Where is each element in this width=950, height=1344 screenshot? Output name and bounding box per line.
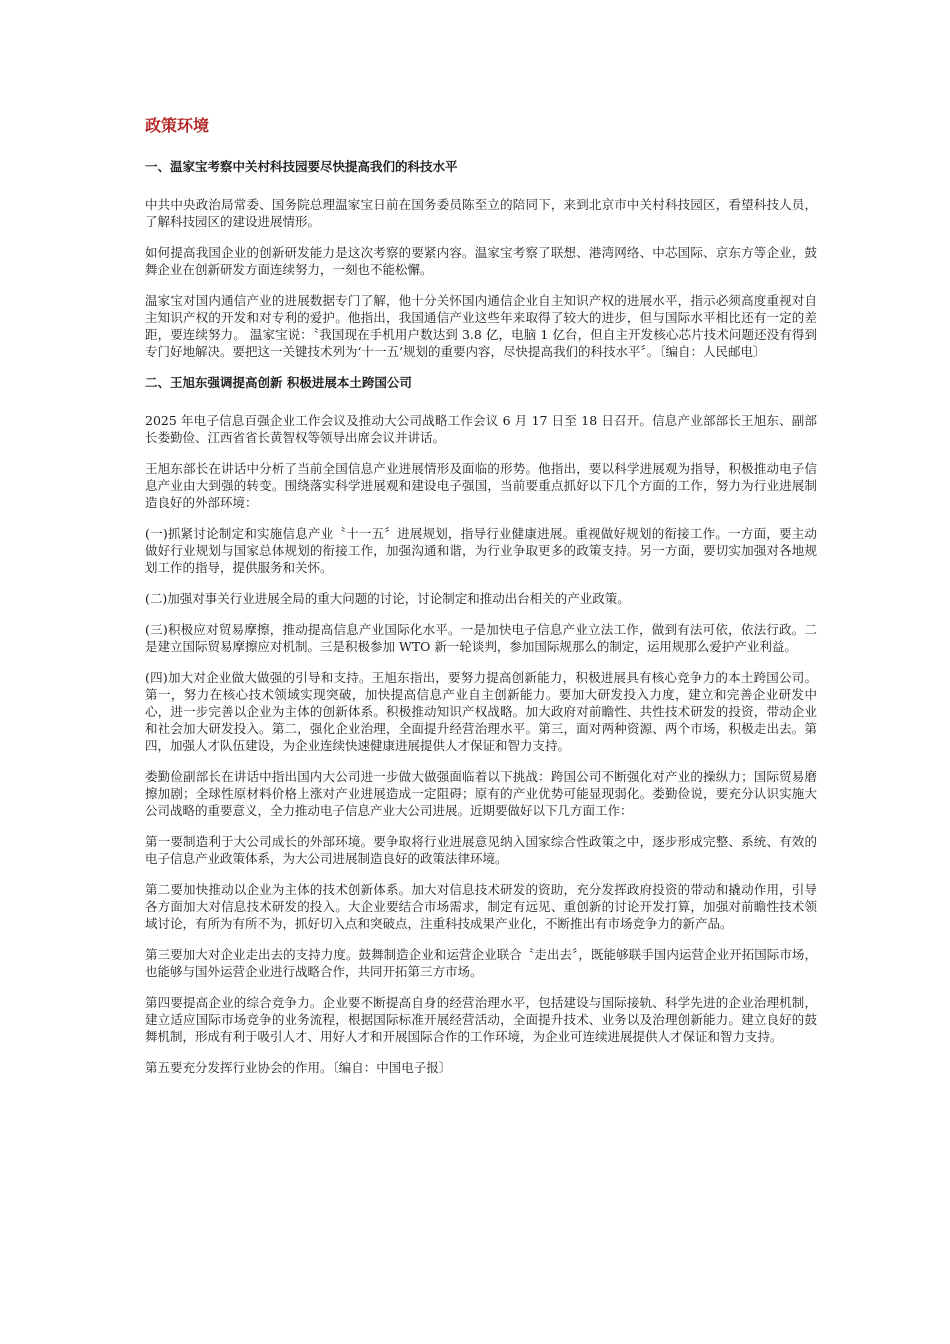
paragraph: 第四要提高企业的综合竞争力。企业要不断提高自身的经营治理水平，包括建设与国际接轨、科学先进的企业治理机制，建立适应国际市场竞争的业务流程，根据国际标准开展经营活动，全面提升技术、业务以及治理创新能力。建立良好的鼓舞机制，形成有利于吸引人才、用好人才和开展国际合作的工作环境，为企业可连续进展提供人才保证和智力支持。 (145, 995, 817, 1044)
section-heading: 二、王旭东强调提高创新 积极进展本土跨国公司 (145, 375, 412, 390)
section-2 (145, 374, 817, 1076)
section-heading: 一、温家宝考察中关村科技园要尽快提高我们的科技水平 (145, 159, 458, 174)
document-title: 政策环境 (145, 116, 210, 135)
paragraph: 2025 年电子信息百强企业工作会议及推动大公司战略工作会议 6 月 17 日至 18 日召开。信息产业部部长王旭东、副部长娄勤俭、江西省省长黄智权等领导出席会议并讲话。 (145, 413, 817, 445)
paragraph: 第一要制造利于大公司成长的外部环境。要争取将行业进展意见纳入国家综合性政策之中，逐步形成完整、系统、有效的电子信息产业政策体系，为大公司进展制造良好的政策法律环境。 (145, 834, 817, 866)
paragraph: 如何提高我国企业的创新研发能力是这次考察的要紧内容。温家宝考察了联想、港湾网络、中芯国际、京东方等企业，鼓舞企业在创新研发方面连续努力，一刻也不能松懈。 (145, 245, 817, 277)
paragraph: 中共中央政治局常委、国务院总理温家宝日前在国务委员陈至立的陪同下，来到北京市中关村科技园区，看望科技人员，了解科技园区的建设进展情形。 (145, 197, 817, 229)
paragraph: 第二要加快推动以企业为主体的技术创新体系。加大对信息技术研发的资助，充分发挥政府投资的带动和撬动作用，引导各方面加大对信息技术研发的投入。大企业要结合市场需求，制定有远见、重创新的讨论开发打算，加强对前瞻性技术领域讨论，有所为有所不为，抓好切入点和突破点，注重科技成果产业化，不断推出有市场竞争力的新产品。 (145, 882, 817, 931)
paragraph: 第五要充分发挥行业协会的作用。〔编自：中国电子报〕 (145, 1060, 452, 1075)
paragraph: (二)加强对事关行业进展全局的重大问题的讨论，讨论制定和推动出台相关的产业政策。 (145, 591, 630, 606)
document-page (145, 116, 817, 1090)
paragraph: 温家宝对国内通信产业的进展数据专门了解，他十分关怀国内通信企业自主知识产权的进展水平，指示必须高度重视对自主知识产权的开发和对专利的爱护。他指出，我国通信产业这些年来取得了较大的进步，但与国际水平相比还有一定的差距，要连续努力。 温家宝说：〝我国现在手机用户数达到 3.8 亿，电脑 1 亿台，但自主开发核心芯片技术问题还没有得到专门好地解决。要把这一关键技术列为‘十一五’规划的重要内容，尽快提高我们的科技水平〞。〔编自：人民邮电〕 (145, 293, 817, 359)
paragraph: 娄勤俭副部长在讲话中指出国内大公司进一步做大做强面临着以下挑战：跨国公司不断强化对产业的操纵力；国际贸易磨擦加剧；全球性原材料价格上涨对产业进展造成一定阻碍；原有的产业优势可能显现弱化。娄勤俭说，要充分认识实施大公司战略的重要意义，全力推动电子信息产业大公司进展。近期要做好以下几方面工作： (145, 769, 817, 818)
paragraph: 第三要加大对企业走出去的支持力度。鼓舞制造企业和运营企业联合〝走出去〞，既能够联手国内运营企业开拓国际市场，也能够与国外运营企业进行战略合作，共同开拓第三方市场。 (145, 947, 817, 979)
paragraph: (四)加大对企业做大做强的引导和支持。王旭东指出，要努力提高创新能力，积极进展具有核心竞争力的本土跨国公司。第一，努力在核心技术领域实现突破，加快提高信息产业自主创新能力。要加大研发投入力度，建立和完善企业研发中心，进一步完善以企业为主体的创新体系。积极推动知识产权战略。加大政府对前瞻性、共性技术研发的投资，带动企业和社会加大研发投入。第二，强化企业治理，全面提升经营治理水平。第三，面对两种资源、两个市场，积极走出去。第四，加强人才队伍建设，为企业连续快速健康进展提供人才保证和智力支持。 (145, 670, 817, 753)
paragraph: (一)抓紧讨论制定和实施信息产业〝十一五〞进展规划，指导行业健康进展。重视做好规划的衔接工作。一方面，要主动做好行业规划与国家总体规划的衔接工作，加强沟通和谐，为行业争取更多的政策支持。另一方面，要切实加强对各地规划工作的指导，提供服务和关怀。 (145, 526, 817, 575)
section-1 (145, 158, 817, 360)
paragraph: 王旭东部长在讲话中分析了当前全国信息产业进展情形及面临的形势。他指出，要以科学进展观为指导，积极推动电子信息产业由大到强的转变。围绕落实科学进展观和建设电子强国，当前要重点抓好以下几个方面的工作，努力为行业进展制造良好的外部环境： (145, 461, 817, 510)
paragraph: (三)积极应对贸易摩擦，推动提高信息产业国际化水平。一是加快电子信息产业立法工作，做到有法可依，依法行政。二是建立国际贸易摩擦应对机制。三是积极参加 WTO 新一轮谈判，参加国际规那么的制定，运用规那么爱护产业利益。 (145, 622, 817, 654)
